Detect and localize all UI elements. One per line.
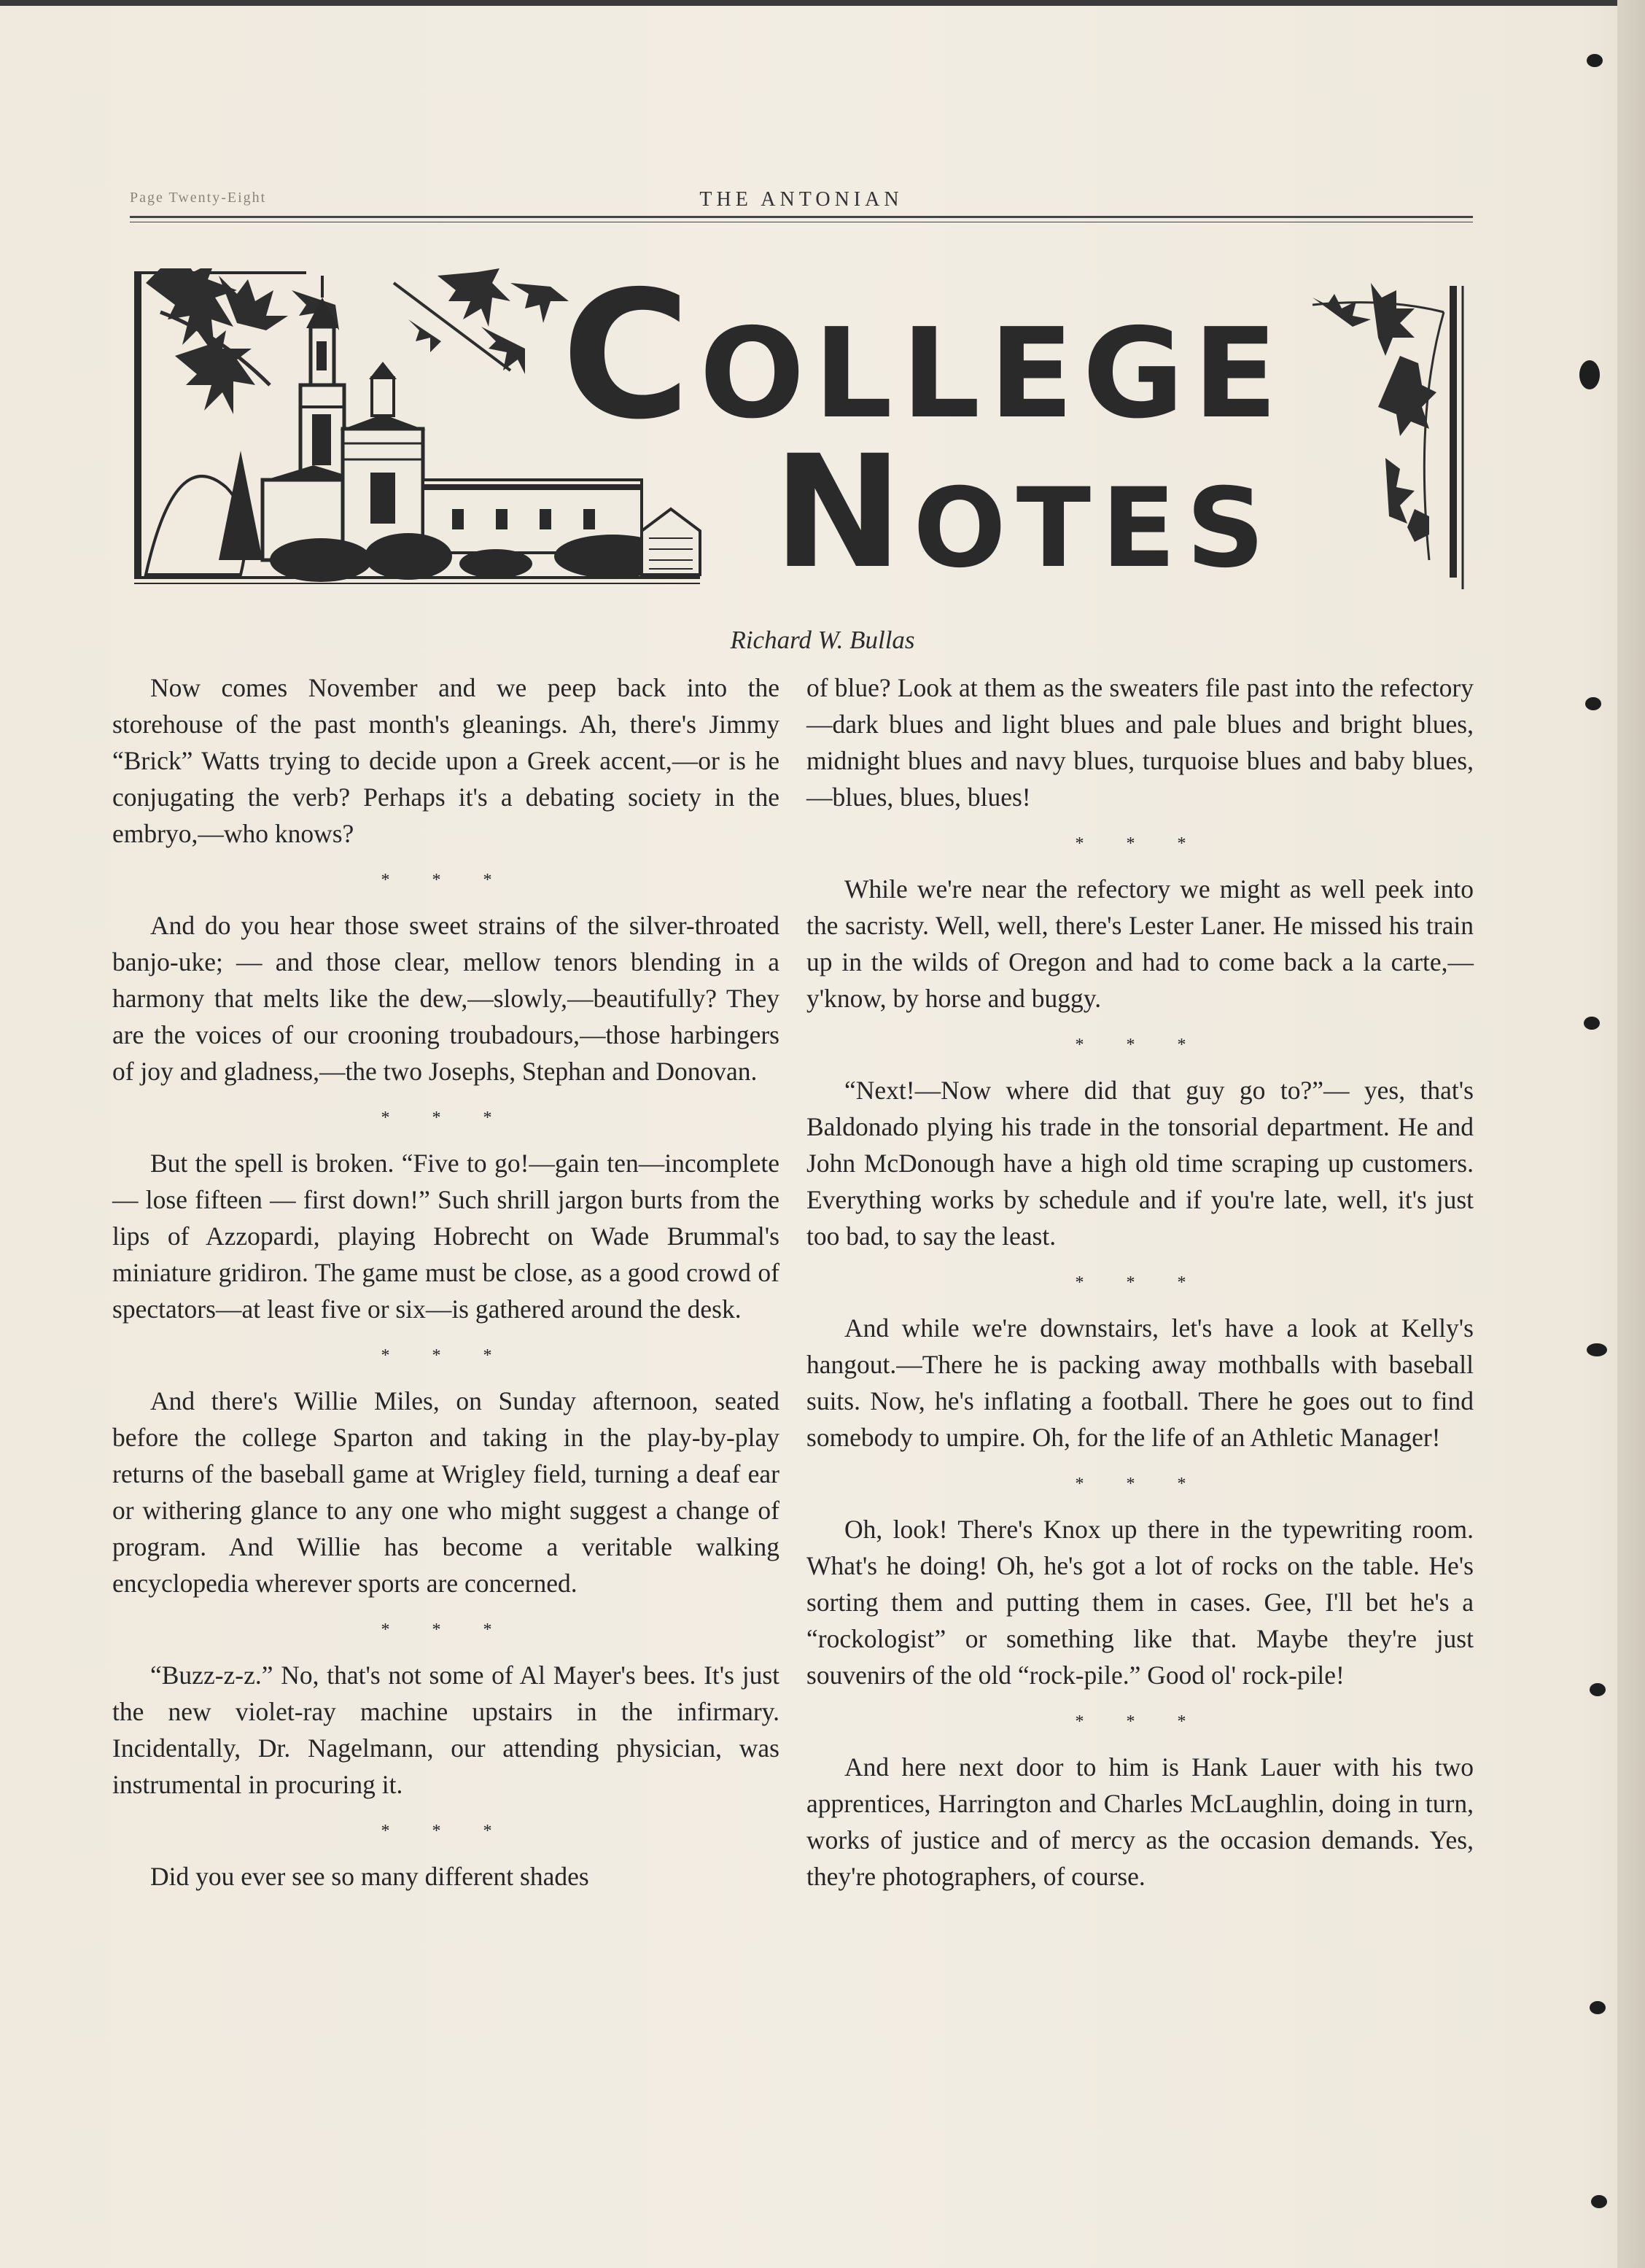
- journal-title: THE ANTONIAN: [699, 188, 903, 211]
- page-right-margin: [1617, 0, 1645, 2268]
- binding-hole-icon: [1585, 697, 1601, 710]
- page-top-edge: [0, 0, 1645, 6]
- binding-hole-icon: [1584, 1017, 1600, 1030]
- binding-hole-icon: [1587, 54, 1603, 67]
- paragraph: of blue? Look at them as the sweaters file past into the refectory—dark blues and light blues and pale blues and bright blues, midnight blues and navy blues, turquoise blues and baby blues, —blues, blues, blues!: [806, 673, 1474, 812]
- binding-hole-icon: [1591, 2195, 1607, 2208]
- section-separator: * * *: [1075, 1712, 1205, 1731]
- section-separator: * * *: [381, 1346, 511, 1365]
- section-separator: * * *: [381, 871, 511, 890]
- paragraph: Did you ever see so many different shades: [150, 1862, 589, 1891]
- paragraph: Now comes November and we peep back into the storehouse of the past month's gleanings. Ah, there's Jimmy “Brick” Watts trying to decide upon a Greek accent,—or is he conjugating the verb? Perhaps it's a debating society in the embryo,—who knows?: [112, 673, 779, 848]
- binding-hole-icon: [1590, 1683, 1606, 1696]
- header-rule: [130, 216, 1473, 218]
- article-byline: Richard W. Bullas: [730, 626, 915, 654]
- paragraph: “Buzz-z-z.” No, that's not some of Al Mayer's bees. It's just the new violet-ray machine upstairs in the infirmary. Incidentally, Dr. Nagelmann, our attending physician, was instrumental in procuring it.: [112, 1661, 779, 1799]
- section-separator: * * *: [1075, 834, 1205, 853]
- paragraph: But the spell is broken. “Five to go!—gain ten—incomplete — lose fifteen — first down!” Such shrill jargon burts from the lips of Azzopardi, playing Hobrecht on Wade Brummal's miniature gridiron. The game must be close, as a good crowd of spectators—at least five or six—is gathered around the desk.: [112, 1149, 779, 1324]
- banner-title-notes: NOTES: [773, 422, 1275, 603]
- paragraph: And here next door to him is Hank Lauer with his two apprentices, Harrington and Charles McLaughlin, doing in turn, works of justice and of mercy as the occasion demands. Yes, they're photographers, of course.: [806, 1752, 1474, 1891]
- page-folio: Page Twenty-Eight: [130, 190, 267, 206]
- right-column: [806, 669, 1474, 1895]
- binding-hole-icon: [1587, 1343, 1607, 1356]
- banner-title-college: COLLEGE: [561, 253, 1287, 458]
- paragraph: While we're near the refectory we might as well peek into the sacristy. Well, well, there's Lester Laner. He missed his train up in the wilds of Oregon and had to come back a la carte,—y'know, by horse and buggy.: [806, 874, 1474, 1013]
- binding-hole-icon: [1579, 360, 1600, 389]
- section-separator: * * *: [1075, 1273, 1205, 1292]
- binding-hole-icon: [1590, 2001, 1606, 2014]
- paragraph: And there's Willie Miles, on Sunday afternoon, seated before the college Sparton and taking in the play-by-play returns of the baseball game at Wrigley field, turning a deaf ear or withering glance to any one who might suggest a change of program. And Willie has become a veritable walking encyclopedia wherever sports are concerned.: [112, 1386, 779, 1598]
- paragraph: And while we're downstairs, let's have a look at Kelly's hangout.—There he is packing away mothballs with baseball suits. Now, he's inflating a football. There he goes out to find somebody to umpire. Oh, for the life of an Athletic Manager!: [806, 1313, 1474, 1452]
- paragraph: And do you hear those sweet strains of the silver-throated banjo-uke; — and those clear, mellow tenors blending in a harmony that melts like the dew,—slowly,—beautifully? They are the voices of our crooning troubadours,—those harbingers of joy and gladness,—the two Josephs, Stephan and Donovan.: [112, 911, 779, 1086]
- paragraph: “Next!—Now where did that guy go to?”— yes, that's Baldonado plying his trade in the tonsorial department. He and John McDonough have a high old time scraping up customers. Everything works by schedule and if you're late, well, it's just too bad, to say the least.: [806, 1076, 1474, 1251]
- section-separator: * * *: [381, 1822, 511, 1841]
- section-separator: * * *: [381, 1108, 511, 1127]
- section-separator: * * *: [381, 1620, 511, 1639]
- section-separator: * * *: [1075, 1475, 1205, 1494]
- college-notes-banner: [131, 253, 1466, 603]
- paragraph: Oh, look! There's Knox up there in the typewriting room. What's he doing! Oh, he's got a lot of rocks on the table. He's sorting them and putting them in cases. Gee, I'll bet he's a “rockologist” or something like that. Maybe they're just souvenirs of the old “rock-pile.” Good ol' rock-pile!: [806, 1515, 1474, 1690]
- running-header: [130, 188, 1473, 217]
- section-separator: * * *: [1075, 1036, 1205, 1055]
- left-column: [112, 669, 779, 1895]
